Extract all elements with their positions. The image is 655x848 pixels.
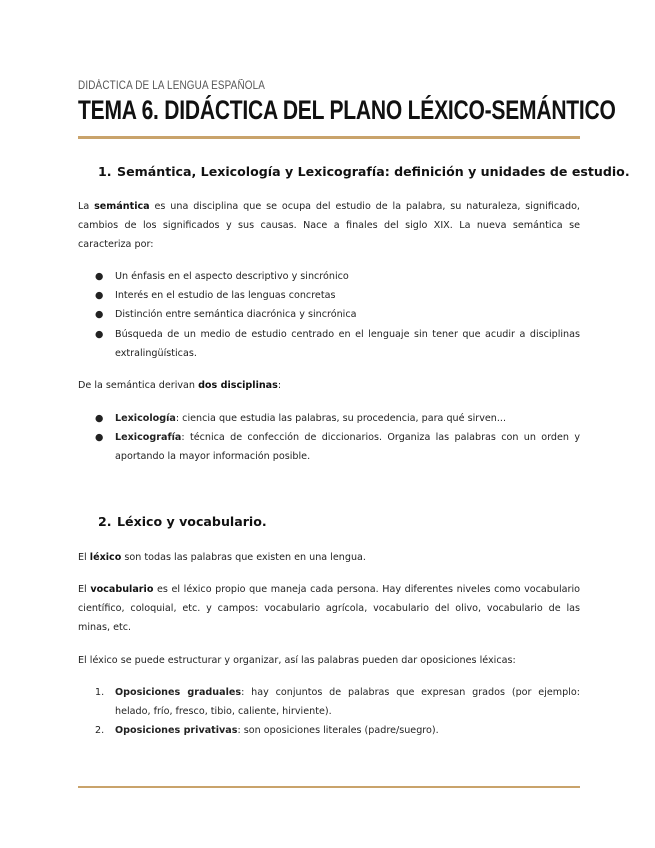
list-item: ● Distinción entre semántica diacrónica y sincrónica: [78, 305, 580, 324]
vocabulario-paragraph: El vocabulario es el léxico propio que maneja cada persona. Hay diferentes niveles como vocabulario científico, coloquial, etc. y campos: vocabulario agrícola, vocabulario del olivo, vocabulario de las minas, etc.: [78, 584, 580, 633]
list-number: 1.: [95, 687, 105, 698]
estructurar-paragraph: El léxico se puede estructurar y organizar, así las palabras pueden dar oposiciones léxicas:: [78, 655, 516, 666]
list-item: ● Lexicología: ciencia que estudia las palabras, su procedencia, para qué sirven...: [78, 409, 580, 428]
list-item: ● Un énfasis en el aspecto descriptivo y sincrónico: [78, 267, 580, 286]
section-1-title: Semántica, Lexicología y Lexicografía: definición y unidades de estudio.: [117, 164, 630, 179]
section-2-number: 2.: [98, 514, 112, 529]
list-item: 2. Oposiciones privativas: son oposiciones literales (padre/suegro).: [78, 721, 580, 740]
semantica-term: semántica: [94, 201, 150, 212]
derivan-paragraph: De la semántica derivan dos disciplinas:: [78, 380, 282, 391]
section-2-heading: [98, 514, 267, 529]
bullet-icon: ●: [95, 271, 104, 282]
footer-divider: [78, 786, 580, 788]
bullet-icon: ●: [95, 309, 104, 320]
list-item: ● Búsqueda de un medio de estudio centrado en el lenguaje sin tener que acudir a disciplinas extralingüísticas.: [78, 325, 580, 363]
bullet-icon: ●: [95, 432, 104, 443]
bullet-icon: ●: [95, 329, 104, 340]
bullet-icon: ●: [95, 413, 104, 424]
bullet-icon: ●: [95, 290, 104, 301]
section-2-title: Léxico y vocabulario.: [117, 514, 267, 529]
course-supertitle: DIDÁCTICA DE LA LENGUA ESPAÑOLA: [78, 80, 266, 92]
list-number: 2.: [95, 725, 105, 736]
list-item: ● Interés en el estudio de las lenguas concretas: [78, 286, 580, 305]
section-1-number: 1.: [98, 164, 112, 179]
section-1-heading: [98, 164, 630, 179]
list-item: 1. Oposiciones graduales: hay conjuntos de palabras que expresan grados (por ejemplo: helado, frío, fresco, tibio, caliente, hirviente).: [78, 683, 580, 721]
semantica-paragraph: La semántica es una disciplina que se ocupa del estudio de la palabra, su naturaleza, significado, cambios de los significados y sus causas. Nace a finales del siglo XIX. La nueva semántica se caracteriza por:: [78, 201, 580, 250]
lexico-paragraph: El léxico son todas las palabras que existen en una lengua.: [78, 552, 366, 563]
title-divider: [78, 136, 580, 139]
list-item: ● Lexicografía: técnica de confección de diccionarios. Organiza las palabras con un orden y aportando la mayor información posible.: [78, 428, 580, 466]
page-title: TEMA 6. DIDÁCTICA DEL PLANO LÉXICO-SEMÁNTICO: [78, 95, 616, 125]
